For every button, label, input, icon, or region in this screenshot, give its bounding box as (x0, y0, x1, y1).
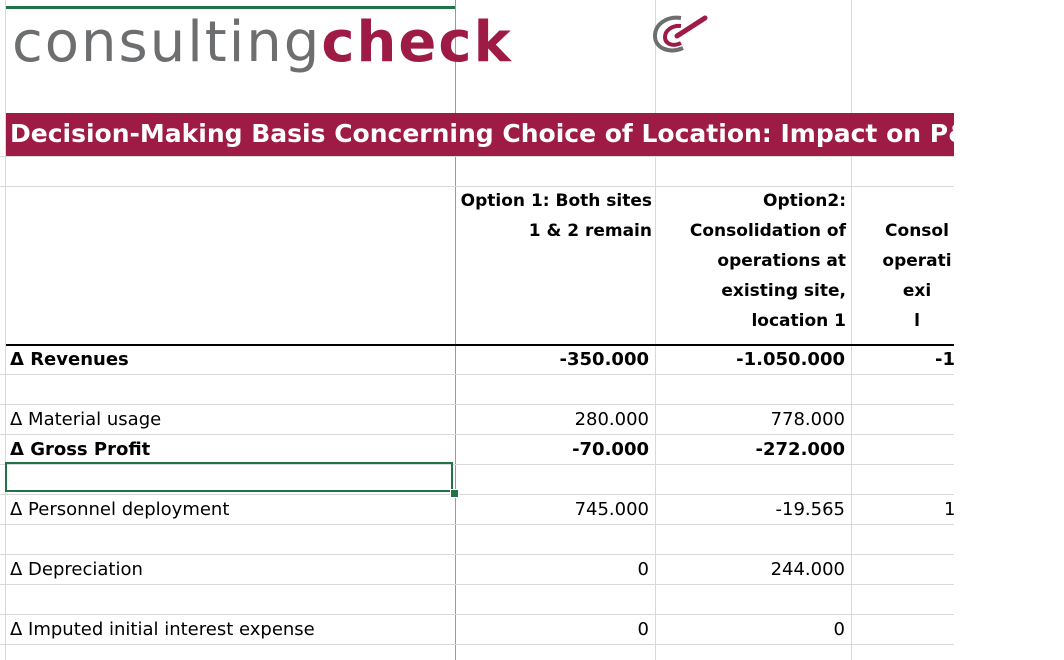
cell-depreciation-option-1[interactable]: 0 (637, 559, 649, 580)
row-divider (0, 524, 954, 525)
row-divider (0, 644, 954, 645)
title-banner (6, 113, 986, 156)
cell-material-option-1[interactable]: 280.000 (574, 409, 649, 430)
company-logo (12, 8, 513, 78)
fill-handle[interactable] (450, 489, 459, 498)
cell-interest-option-2[interactable]: 0 (833, 619, 845, 640)
row-label-gross-profit[interactable]: Δ Gross Profit (10, 439, 151, 460)
header-line: exi (902, 281, 932, 301)
cell-gross-profit-option-1[interactable]: -70.000 (572, 439, 649, 460)
header-line: l (914, 311, 920, 331)
header-line: Option2: (763, 191, 846, 211)
header-bottom-border (6, 344, 954, 346)
header-option-2[interactable] (656, 186, 846, 336)
row-label-material-usage[interactable]: Δ Material usage (10, 409, 162, 430)
header-line: Consolidation of (689, 221, 846, 241)
cell-personnel-option-2[interactable]: -19.565 (775, 499, 845, 520)
header-line: operati (882, 251, 952, 271)
banner-title: Decision-Making Basis Concerning Choice of Location: Impact on P&L (10, 119, 986, 148)
header-line: operations at (717, 251, 846, 271)
row-divider (0, 404, 954, 405)
row-label-imputed-interest[interactable]: Δ Imputed initial interest expense (10, 619, 315, 640)
header-line: 1 & 2 remain (528, 221, 652, 241)
cell-depreciation-option-2[interactable]: 244.000 (770, 559, 845, 580)
header-option-3[interactable] (852, 216, 982, 336)
column-divider (5, 0, 6, 660)
cell-revenues-option-1[interactable]: -350.000 (559, 349, 649, 370)
header-line: existing site, (721, 281, 846, 301)
header-line: location 1 (751, 311, 846, 331)
header-line: Option 1: Both sites (460, 191, 652, 211)
cell-material-option-2[interactable]: 778.000 (770, 409, 845, 430)
cell-interest-option-1[interactable]: 0 (637, 619, 649, 640)
row-label-revenues[interactable]: Δ Revenues (10, 349, 129, 370)
row-divider (0, 614, 954, 615)
cell-revenues-option-2[interactable]: -1.050.000 (736, 349, 845, 370)
cell-revenues-option-3[interactable]: -1 (935, 349, 955, 370)
logo-text-check: check (321, 10, 513, 75)
logo-text-consulting: consulting (12, 10, 322, 75)
row-divider (0, 434, 954, 435)
row-divider (0, 554, 954, 555)
logo-mark-icon (647, 12, 709, 56)
frozen-pane-divider (455, 0, 456, 660)
row-divider (0, 584, 954, 585)
row-divider (0, 494, 954, 495)
cell-personnel-option-1[interactable]: 745.000 (574, 499, 649, 520)
header-option-1[interactable] (458, 186, 652, 246)
row-label-personnel[interactable]: Δ Personnel deployment (10, 499, 230, 520)
row-divider (0, 374, 954, 375)
row-divider (0, 156, 954, 157)
cell-personnel-option-3[interactable]: 1 (944, 499, 956, 520)
cell-gross-profit-option-2[interactable]: -272.000 (755, 439, 845, 460)
selected-cell[interactable] (5, 462, 453, 492)
header-line: Consol (885, 221, 949, 241)
row-label-depreciation[interactable]: Δ Depreciation (10, 559, 143, 580)
